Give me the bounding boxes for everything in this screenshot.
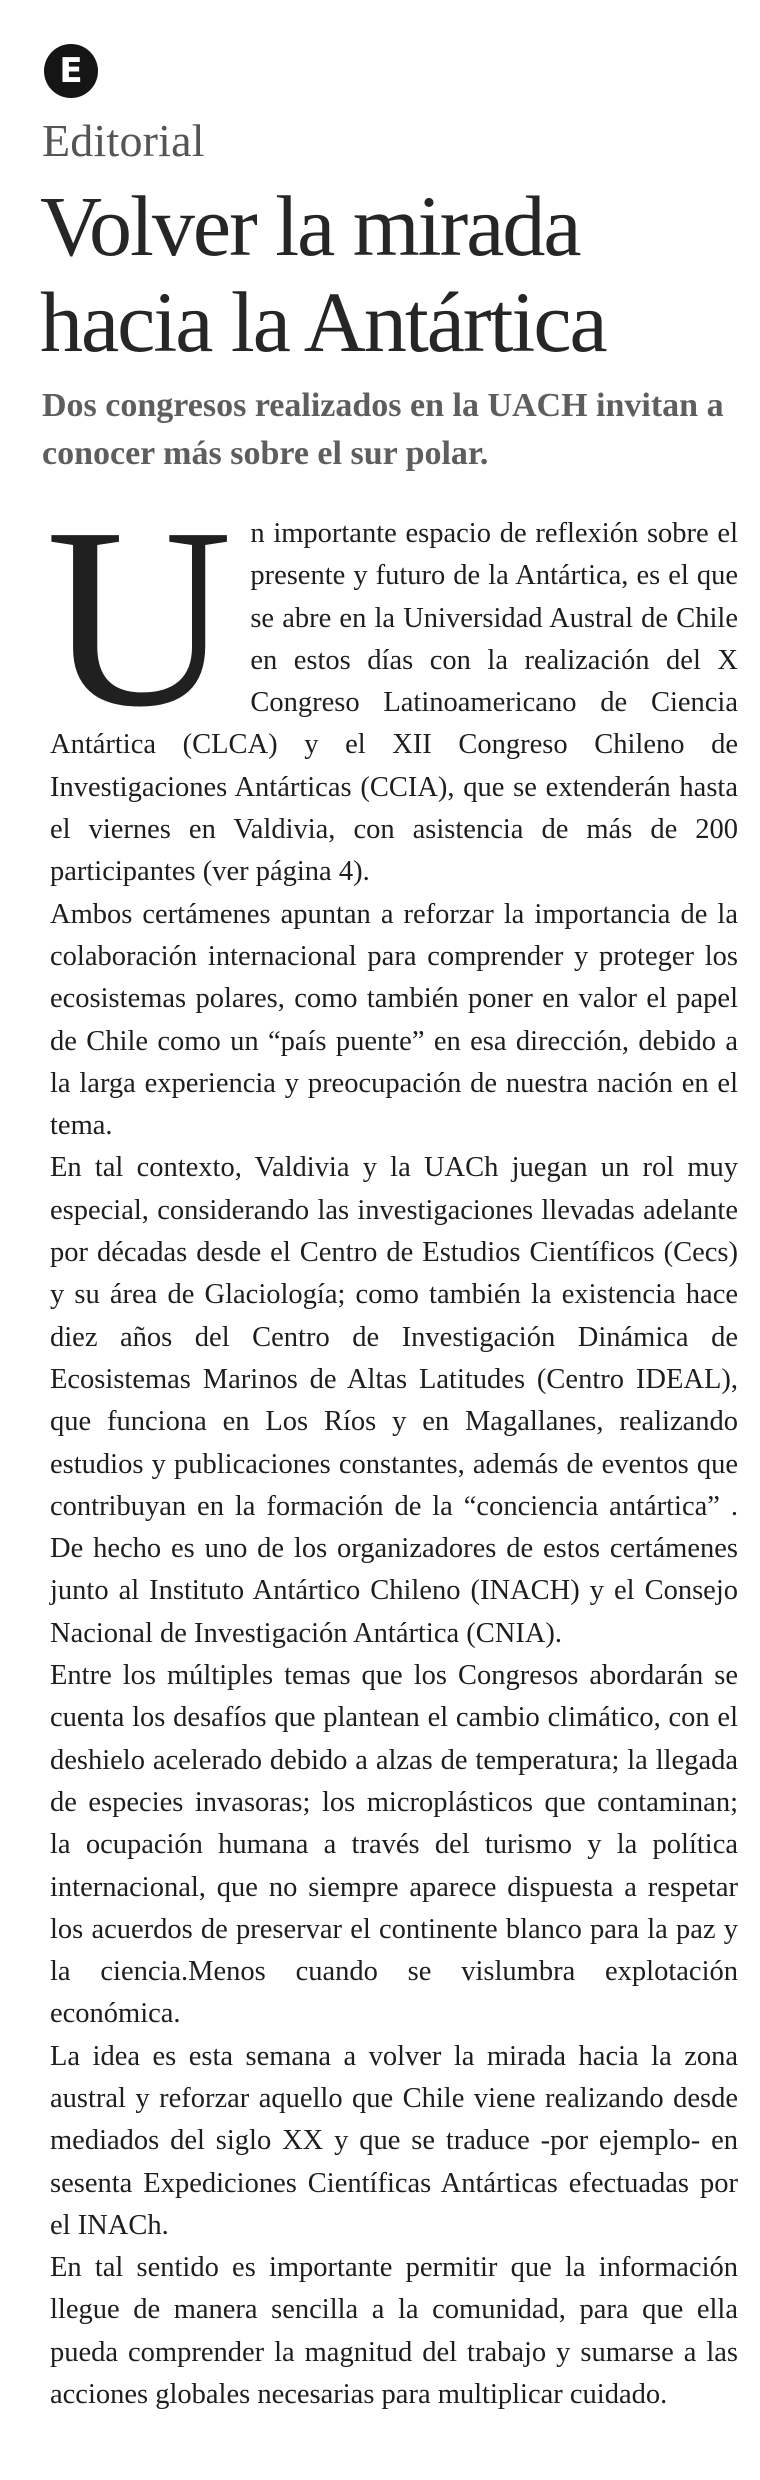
- paragraph: n importante espacio de reflexión sobre el presente y futuro de la Antártica, es el que se abre en la Universidad Austral de Chile en estos días con la realización del X Congreso Latinoamericano de Ciencia Antártica (CLCA) y el XII Congreso Chileno de Investigaciones Antárticas (CCIA), que se extenderán hasta el viernes en Valdivia, con asistencia de más de 200 participantes (ver página 4).: [50, 518, 738, 888]
- editorial-badge: E: [44, 44, 98, 98]
- article-body: [46, 474, 738, 2416]
- section-label: Editorial: [42, 115, 205, 166]
- paragraph: Ambos certámenes apuntan a reforzar la importancia de la colaboración internacional para comprender y proteger los ecosistemas polares, como también poner en valor el papel de Chile como un “país puente” en esa dirección, debido a la larga experiencia y preocupación de nuestra nación en el tema.: [50, 898, 738, 1142]
- drop-cap: U: [46, 474, 233, 760]
- headline: Volver la mirada hacia la Antártica: [40, 178, 606, 370]
- paragraph: En tal contexto, Valdivia y la UACh juegan un rol muy especial, considerando las investigaciones llevadas adelante por décadas desde el Centro de Estudios Científicos (Cecs) y su área de Glaciología; como también la existencia hace diez años del Centro de Investigación Dinámica de Ecosistemas Marinos de Altas Latitudes (Centro IDEAL), que funciona en Los Ríos y en Magallanes, realizando estudios y publicaciones constantes, además de eventos que contribuyan en la formación de la “conciencia antártica” . De hecho es uno de los organizadores de estos certámenes junto al Instituto Antártico Chileno (INACH) y el Consejo Nacional de Investigación Antártica (CNIA).: [50, 1152, 738, 1649]
- paragraph: La idea es esta semana a volver la mirada hacia la zona austral y reforzar aquello que Chile viene realizando desde mediados del siglo XX y que se traduce -por ejemplo- en sesenta Expediciones Científicas Antárticas efectuadas por el INACh.: [50, 2040, 738, 2241]
- paragraph: Entre los múltiples temas que los Congresos abordarán se cuenta los desafíos que plantean el cambio climático, con el deshielo acelerado debido a alzas de temperatura; la llegada de especies invasoras; los microplásticos que contaminan; la ocupación humana a través del turismo y la política internacional, que no siempre aparece dispuesta a respetar los acuerdos de preservar el continente blanco para la paz y la ciencia.Menos cuando se vislumbra explotación económica.: [50, 1660, 738, 2030]
- deck-subheadline: Dos congresos realizados en la UACH invitan a conocer más sobre el sur polar.: [42, 387, 724, 472]
- paragraph: En tal sentido es importante permitir que la información llegue de manera sencilla a la comunidad, para que ella pueda comprender la magnitud del trabajo y sumarse a las acciones globales necesarias para multiplicar cuidado.: [50, 2252, 738, 2411]
